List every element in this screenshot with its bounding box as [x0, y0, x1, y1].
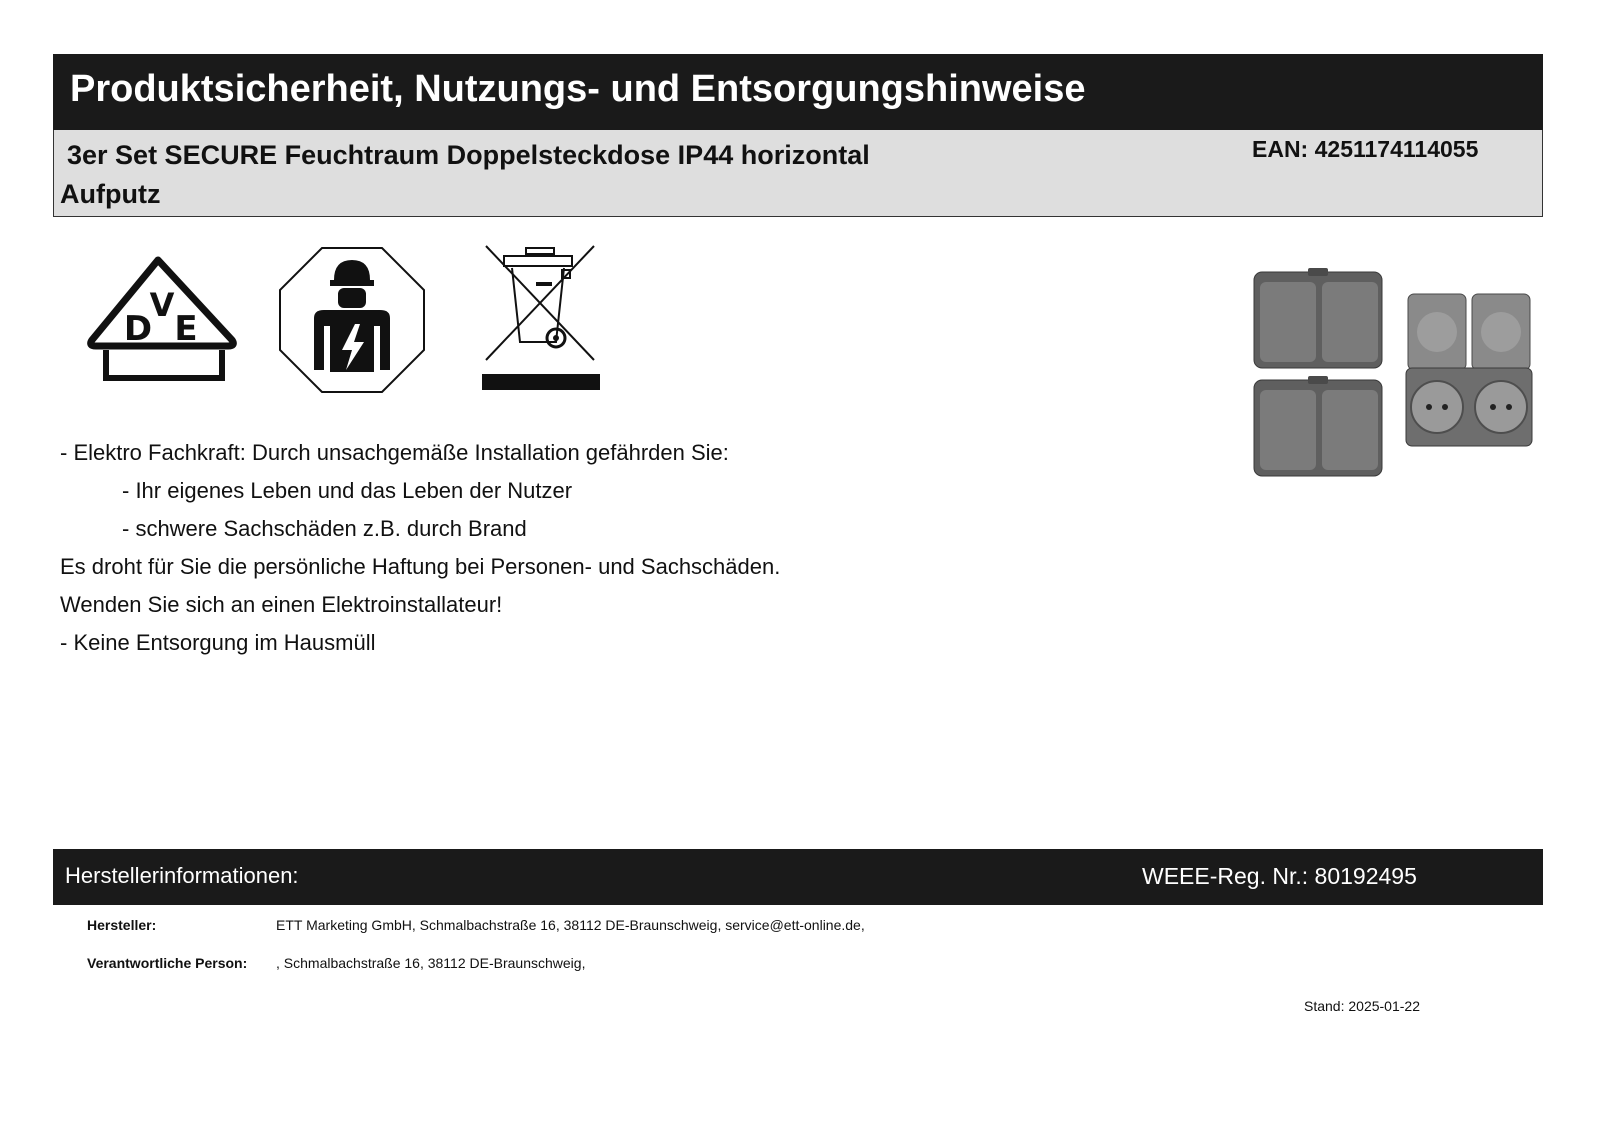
product-image: [1250, 268, 1540, 486]
vde-certification-icon: [86, 254, 238, 384]
note-line-4: Es droht für Sie die persönliche Haftung bei Personen- und Sachschäden.: [60, 554, 781, 579]
note-line-6: - Keine Entsorgung im Hausmüll: [60, 630, 376, 655]
manufacturer-info-heading: Herstellerinformationen:: [65, 863, 299, 888]
stand-date: Stand: 2025-01-22: [1304, 998, 1420, 1014]
responsible-person-label: Verantwortliche Person:: [87, 955, 248, 971]
note-line-3: - schwere Sachschäden z.B. durch Brand: [122, 516, 527, 541]
product-name: 3er Set SECURE Feuchtraum Doppelsteckdose IP44 horizontal Aufputz: [60, 140, 870, 209]
vde-letter-e: E: [174, 309, 198, 349]
socket-closed-top: [1254, 268, 1382, 368]
manufacturer-label: Hersteller:: [87, 917, 157, 933]
product-bar: [53, 130, 1543, 217]
socket-open: [1406, 294, 1532, 446]
note-line-5: Wenden Sie sich an einen Elektroinstallateur!: [60, 592, 503, 617]
page-title: Produktsicherheit, Nutzungs- und Entsorgungshinweise: [70, 68, 1086, 110]
socket-closed-bottom: [1254, 376, 1382, 476]
manufacturer-info-bar: [53, 849, 1543, 905]
weee-crossed-bin-icon: [482, 244, 602, 394]
manufacturer-value: ETT Marketing GmbH, Schmalbachstraße 16, 38112 DE-Braunschweig, service@ett-online.de,: [276, 917, 865, 933]
qualified-electrician-icon: [278, 246, 426, 394]
responsible-person-value: , Schmalbachstraße 16, 38112 DE-Braunschweig,: [276, 955, 586, 971]
note-line-1: - Elektro Fachkraft: Durch unsachgemäße Installation gefährden Sie:: [60, 440, 729, 465]
vde-letter-v: V: [149, 286, 175, 324]
ean-number: EAN: 4251174114055: [1252, 136, 1479, 162]
header-bar: [53, 54, 1543, 130]
safety-notes: [60, 434, 780, 662]
weee-registration-number: WEEE-Reg. Nr.: 80192495: [1142, 863, 1417, 889]
vde-letter-d: D: [123, 309, 153, 349]
note-line-2: - Ihr eigenes Leben und das Leben der Nutzer: [122, 478, 573, 503]
